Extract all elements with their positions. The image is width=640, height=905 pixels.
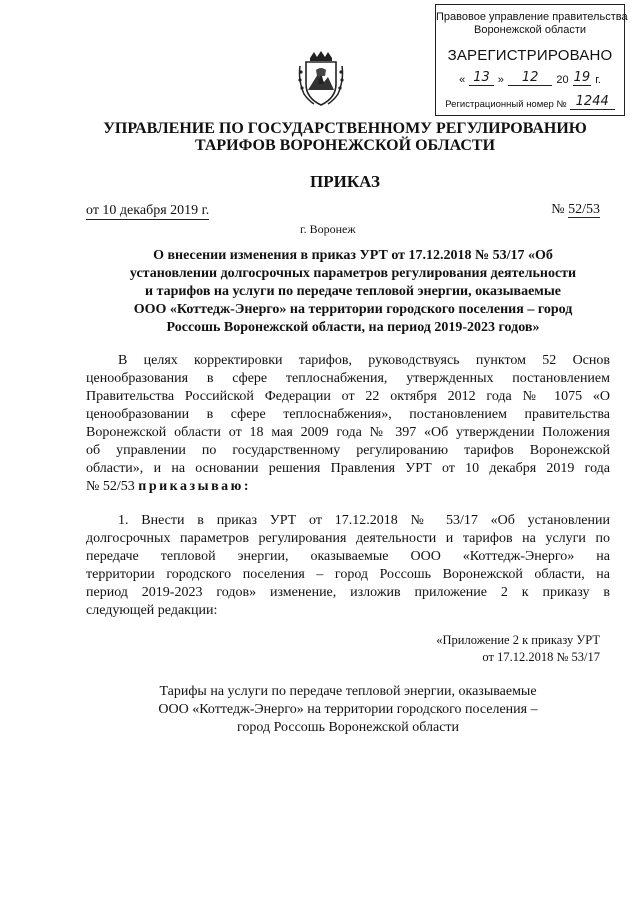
stamp-year-unit: г.	[595, 74, 601, 86]
subject-line: ООО «Коттедж-Энерго» на территории городского поселения – город	[133, 302, 573, 317]
stamp-title: ЗАРЕГИСТРИРОВАНО	[447, 47, 613, 64]
appendix-ref-line1: «Приложение 2 к приказу УРТ	[436, 633, 600, 647]
item-1-line: территории городского поселения – город Россошь Воронежской области, на	[86, 567, 610, 582]
stamp-reg-number: 1244	[570, 94, 615, 110]
order-number-value: 52/53	[568, 202, 600, 217]
preamble-line: В целях корректировки тарифов, руководствуясь пунктом 52 Основ	[118, 353, 610, 368]
preamble-last-line	[86, 478, 610, 496]
preamble-paragraph	[86, 352, 610, 496]
tariff-title	[86, 683, 610, 737]
appendix-ref-line2: от 17.12.2018 № 53/17	[482, 650, 600, 664]
subject-line: и тарифов на услуги по передаче тепловой энергии, оказываемые	[145, 284, 561, 299]
tariff-title-line: ООО «Коттедж-Энерго» на территории городского поселения –	[158, 702, 538, 717]
order-city: г. Воронеж	[300, 222, 356, 236]
subject-line: О внесении изменения в приказ УРТ от 17.12.2018 № 53/17 «Об	[153, 248, 553, 263]
coat-of-arms-icon	[296, 50, 346, 108]
subject-line: установлении долгосрочных параметров регулирования деятельности	[129, 266, 577, 281]
stamp-reg-label: Регистрационный номер №	[445, 99, 567, 110]
item-1-line: передаче тепловой энергии, оказываемые ООО «Коттедж-Энерго» на	[86, 549, 610, 564]
preamble-number: № 52/53	[86, 479, 135, 494]
document-type: ПРИКАЗ	[310, 172, 380, 191]
stamp-year-prefix: 20	[556, 74, 569, 86]
preamble-line: об управлении по государственному регулированию тарифов Воронежской	[86, 443, 610, 458]
stamp-year-suffix: 19	[573, 70, 591, 85]
preamble-line: Правительства Российской Федерации от 22 октября 2012 года № 1075 «О	[86, 389, 610, 404]
item-1-line: период 2019-2023 годов» изменение, изложив приложение 2 к приказу в	[86, 585, 610, 600]
org-name-line1: УПРАВЛЕНИЕ ПО ГОСУДАРСТВЕННОМУ РЕГУЛИРОВАНИЮ	[103, 120, 587, 137]
preamble-line: ценообразовании в сфере теплоснабжения», постановлением правительства	[86, 407, 610, 422]
order-subject	[86, 247, 620, 337]
preamble-line: ценообразования в сфере теплоснабжения, утвержденных постановлением	[86, 371, 610, 386]
appendix-reference	[436, 632, 600, 666]
tariff-title-line: Тарифы на услуги по передаче тепловой энергии, оказываемые	[159, 684, 537, 699]
stamp-org-line2: Воронежской области	[473, 24, 586, 36]
stamp-registration	[436, 94, 624, 110]
order-word: приказываю:	[138, 479, 252, 494]
item-1-line: 1. Внести в приказ УРТ от 17.12.2018 № 53/17 «Об установлении	[118, 513, 610, 528]
order-number	[551, 202, 600, 218]
tariff-title-line: город Россошь Воронежской области	[236, 720, 460, 735]
stamp-org-line1: Правовое управление правительства	[436, 11, 628, 23]
registration-stamp	[435, 4, 628, 116]
order-number-label: №	[551, 202, 565, 217]
preamble-line: области», и на основании решения Правления УРТ от 10 декабря 2019 года	[86, 461, 610, 476]
subject-line: Россошь Воронежской области, на период 2019-2023 годов»	[166, 320, 540, 335]
preamble-line: Воронежской области от 18 мая 2009 года № 397 «Об утверждении Положения	[86, 425, 610, 440]
item-1-line: долгосрочных параметров регулирования деятельности и тарифов на услуги по	[86, 531, 610, 546]
stamp-date: « 13 » 12 20 19 г.	[459, 70, 601, 86]
stamp-day: 13	[469, 70, 494, 86]
item-1-paragraph	[86, 512, 610, 620]
org-name-line2: ТАРИФОВ ВОРОНЕЖСКОЙ ОБЛАСТИ	[194, 137, 496, 154]
stamp-month: 12	[508, 70, 553, 86]
item-1-line: следующей редакции:	[86, 603, 218, 618]
order-date: от 10 декабря 2019 г.	[86, 203, 210, 218]
